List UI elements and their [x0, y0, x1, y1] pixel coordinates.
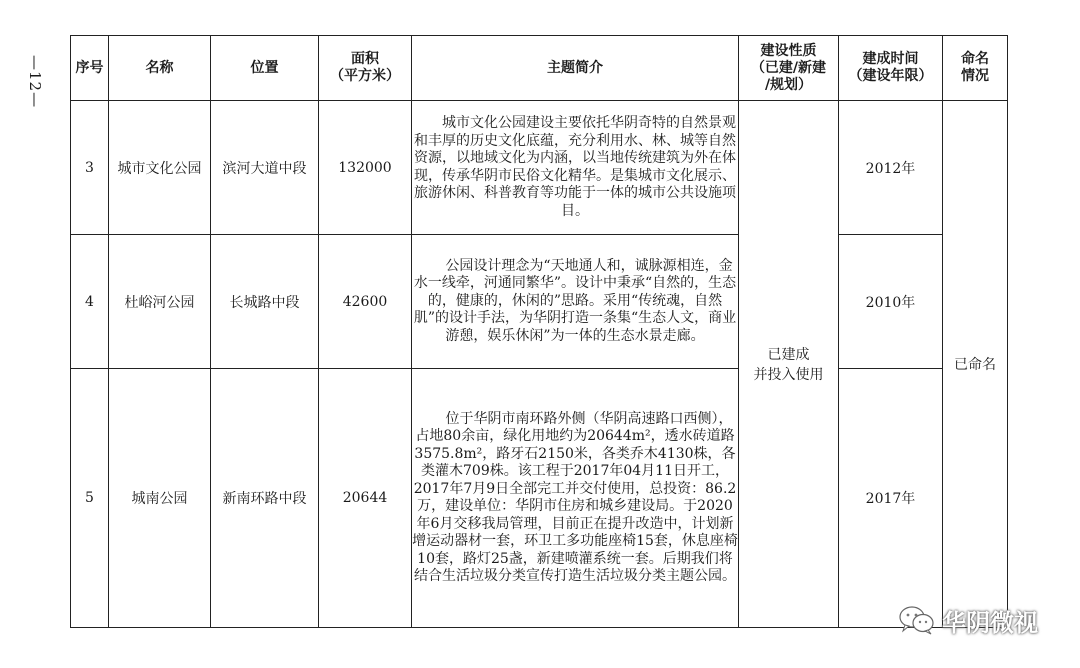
- header-nature-line1: 建设性质: [760, 42, 817, 59]
- row-location: 滨河大道中段: [211, 101, 319, 235]
- row-no: 4: [71, 235, 109, 369]
- header-no: 序号: [71, 36, 109, 101]
- header-naming-line2: 情况: [961, 68, 989, 84]
- header-time: [839, 36, 943, 101]
- row-area: 42600: [319, 235, 412, 369]
- watermark-text: 华阴微视: [942, 608, 1038, 637]
- row-theme: [412, 235, 739, 369]
- row-area: 132000: [319, 101, 412, 235]
- header-naming-line1: 命名: [961, 51, 989, 67]
- row-time: 2012年: [839, 101, 943, 235]
- watermark: [898, 600, 1038, 640]
- row-name: 杜峪河公园: [109, 235, 211, 369]
- header-name: 名称: [109, 36, 211, 101]
- row-name: 城南公园: [109, 369, 211, 628]
- wechat-icon: [898, 604, 936, 636]
- header-nature-line2: （已建/新建: [750, 59, 827, 76]
- header-nature: [739, 36, 839, 101]
- parks-table: [70, 35, 1008, 628]
- table-row: [71, 235, 1008, 369]
- header-location: 位置: [211, 36, 319, 101]
- page-number: —12—: [26, 55, 44, 109]
- header-naming: [943, 36, 1008, 101]
- nature-merged-cell: [739, 101, 839, 628]
- table-header-row: [71, 36, 1008, 101]
- row-no: 5: [71, 369, 109, 628]
- row-location: 新南环路中段: [211, 369, 319, 628]
- header-time-line2: （建设年限）: [848, 68, 933, 84]
- row-theme: [412, 369, 739, 628]
- row-location: 长城路中段: [211, 235, 319, 369]
- row-time: 2017年: [839, 369, 943, 628]
- header-nature-line3: /规划）: [764, 76, 813, 93]
- row-area: 20644: [319, 369, 412, 628]
- table-row: [71, 101, 1008, 235]
- header-area-line1: 面积: [351, 51, 379, 67]
- table-row: [71, 369, 1008, 628]
- header-time-line1: 建成时间: [862, 51, 919, 67]
- row-time: 2010年: [839, 235, 943, 369]
- row-name: 城市文化公园: [109, 101, 211, 235]
- row-theme: [412, 101, 739, 235]
- row-theme-text: 公园设计理念为“天地通人和，诚脉源相连，金水一线牵，河通同繁华”。设计中秉承“自然的，生态的，健康的，休闲的”思路。采用“传统魂，自然肌”的设计手法，为华阴打造一条集“生态人文，商业游憩，娱乐休闲”为一体的生态水景走廊。: [413, 257, 737, 344]
- row-theme-text: 位于华阴市南环路外侧（华阴高速路口西侧），占地80余亩，绿化用地约为20644m²，透水砖道路3575.8m²，路牙石2150米，各类乔木4130株，各类灌木709株。该工程于2017年04月11日开工，2017年7月9日全部完工并交付使用，总投资：86.2万，建设单位：华阴市住房和城乡建设局。于2020年6月交移我局管理，目前正在提升改造中，计划新增运动器材一套，环卫工多功能座椅15套，休息座椅10套，路灯25盏，新建喷灌系统一套。后期我们将结合生活垃圾分类宣传打造生活垃圾分类主题公园。: [412, 410, 738, 584]
- header-theme: 主题简介: [412, 36, 739, 101]
- naming-merged-cell: 已命名: [943, 101, 1008, 628]
- header-area-line2: （平方米）: [330, 68, 400, 84]
- nature-line2: 并投入使用: [753, 367, 824, 383]
- row-theme-text: 城市文化公园建设主要依托华阴奇特的自然景观和丰厚的历史文化底蕴，充分利用水、林、城等自然资源，以地域文化为内涵，以当地传统建筑为外在体现，传承华阴市民俗文化精华。是集城市文化展示、旅游休闲、科普教育等功能于一体的城市公共设施项目。: [414, 115, 736, 219]
- row-no: 3: [71, 101, 109, 235]
- nature-line1: 已建成: [767, 347, 810, 363]
- header-area: [319, 36, 412, 101]
